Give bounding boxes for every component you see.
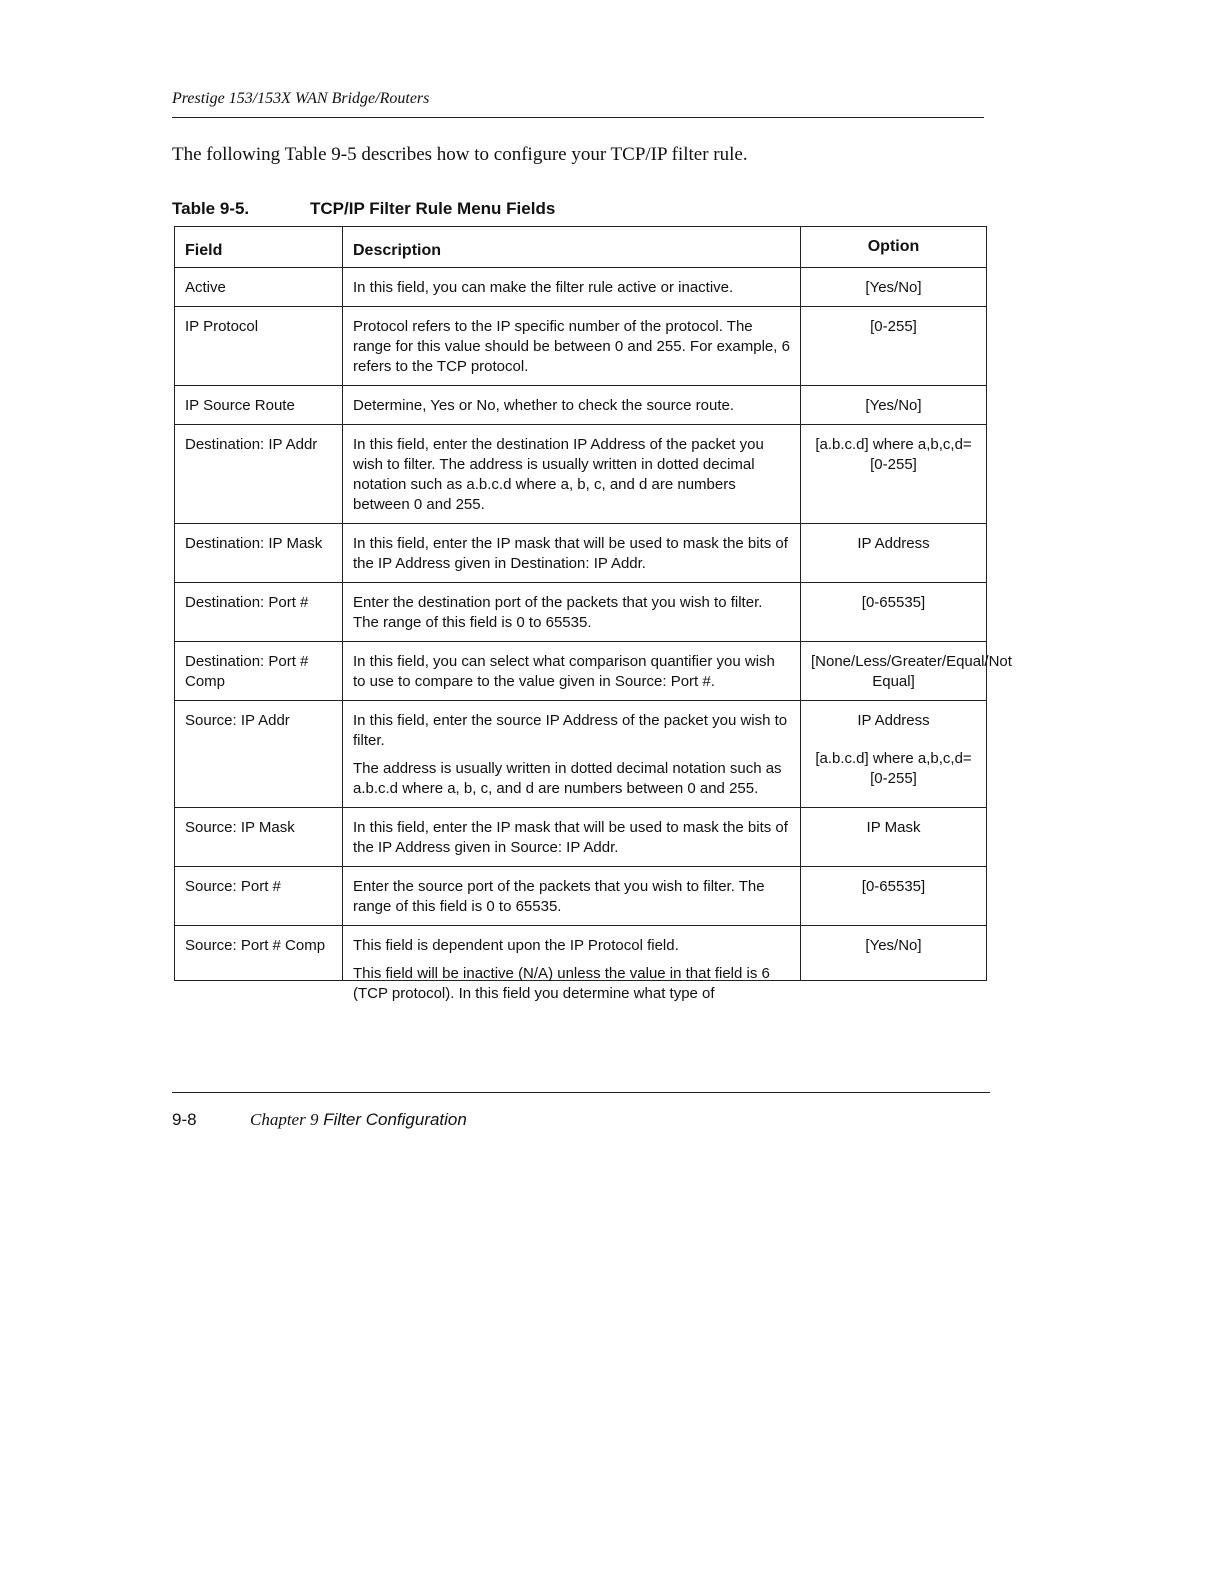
table-caption bbox=[172, 199, 555, 219]
description-cell bbox=[343, 701, 801, 808]
description-paragraph: In this field, you can make the filter rule active or inactive. bbox=[353, 279, 734, 296]
table-title: TCP/IP Filter Rule Menu Fields bbox=[310, 199, 556, 218]
field-cell: Destination: IP Addr bbox=[175, 425, 343, 524]
running-header: Prestige 153/153X WAN Bridge/Routers bbox=[172, 90, 430, 107]
option-value: [0-65535] bbox=[861, 594, 926, 611]
footer-rule bbox=[172, 1092, 990, 1093]
option-value: [0-65535] bbox=[861, 878, 926, 895]
table-row bbox=[175, 425, 987, 524]
option-value: IP Address bbox=[857, 535, 930, 552]
description-paragraph: Enter the source port of the packets that you wish to filter. The range of this field is 0 to 65535. bbox=[353, 878, 765, 915]
table-header-row bbox=[175, 227, 987, 268]
field-cell: Source: IP Addr bbox=[175, 701, 343, 808]
option-cell bbox=[801, 307, 987, 386]
description-cell bbox=[343, 808, 801, 867]
chapter-title: Filter Configuration bbox=[323, 1110, 467, 1129]
option-cell bbox=[801, 642, 1012, 701]
option-value: [None/Less/Greater/Equal/Not Equal] bbox=[811, 653, 1012, 690]
option-value: [a.b.c.d] where a,b,c,d=[0-255] bbox=[815, 750, 972, 787]
description-cell bbox=[343, 425, 801, 524]
field-cell: Source: IP Mask bbox=[175, 808, 343, 867]
description-paragraph: In this field, enter the source IP Address of the packet you wish to filter. bbox=[353, 712, 788, 749]
table-number: Table 9-5. bbox=[172, 199, 250, 218]
option-value: IP Address bbox=[857, 712, 930, 729]
option-cell bbox=[801, 926, 987, 981]
field-cell: Source: Port # Comp bbox=[175, 926, 343, 981]
description-paragraph: In this field, you can select what comparison quantifier you wish to use to compare to the value given in Source: Port #. bbox=[353, 653, 775, 690]
option-cell bbox=[801, 701, 987, 808]
description-paragraph: Determine, Yes or No, whether to check the source route. bbox=[353, 397, 735, 414]
field-cell: IP Protocol bbox=[175, 307, 343, 386]
field-cell: Destination: Port # bbox=[175, 583, 343, 642]
field-cell: IP Source Route bbox=[175, 386, 343, 425]
table-row bbox=[175, 926, 987, 981]
column-header-description: Description bbox=[343, 227, 801, 268]
description-cell bbox=[343, 867, 801, 926]
intro-paragraph: The following Table 9-5 describes how to configure your TCP/IP filter rule. bbox=[172, 144, 748, 165]
table-row bbox=[175, 268, 987, 307]
table-row bbox=[175, 524, 987, 583]
table-body bbox=[175, 268, 1012, 1002]
column-header-option: Option bbox=[801, 227, 987, 268]
filter-rule-fields-table bbox=[174, 226, 1012, 1002]
option-cell bbox=[801, 268, 987, 307]
option-value: [Yes/No] bbox=[865, 279, 922, 296]
description-cell bbox=[343, 583, 801, 642]
description-paragraph: Protocol refers to the IP specific number of the protocol. The range for this value should be between 0 and 255. For example, 6 refers to the TCP protocol. bbox=[353, 318, 790, 375]
option-cell bbox=[801, 425, 987, 524]
page-number: 9-8 bbox=[172, 1110, 197, 1129]
description-paragraph: This field will be inactive (N/A) unless the value in that field is 6 (TCP protocol). In this field you determine what type of bbox=[353, 965, 770, 1002]
option-value: IP Mask bbox=[866, 819, 921, 836]
description-paragraph: In this field, enter the destination IP Address of the packet you wish to filter. The address is usually written in dotted decimal notation such as a.b.c.d where a, b, c, and d are numbers between 0 and 255. bbox=[353, 436, 764, 513]
option-value: [Yes/No] bbox=[865, 397, 922, 414]
table-row bbox=[175, 583, 987, 642]
description-cell bbox=[343, 642, 801, 701]
description-paragraph: Enter the destination port of the packets that you wish to filter. The range of this field is 0 to 65535. bbox=[353, 594, 763, 631]
description-cell bbox=[343, 307, 801, 386]
header-rule bbox=[172, 117, 984, 118]
option-cell bbox=[801, 386, 987, 425]
table-row bbox=[175, 701, 987, 808]
description-cell bbox=[343, 926, 801, 1002]
table-row bbox=[175, 642, 987, 701]
table-row bbox=[175, 867, 987, 926]
page-footer bbox=[172, 1110, 467, 1130]
table-row bbox=[175, 386, 987, 425]
description-paragraph: The address is usually written in dotted decimal notation such as a.b.c.d where a, b, c, and d are numbers between 0 and 255. bbox=[353, 760, 782, 797]
table-row bbox=[175, 808, 987, 867]
description-cell bbox=[343, 386, 801, 425]
chapter-label: Chapter 9 bbox=[250, 1110, 319, 1129]
description-paragraph: In this field, enter the IP mask that will be used to mask the bits of the IP Address given in Destination: IP Addr. bbox=[353, 535, 788, 572]
table-row bbox=[175, 307, 987, 386]
description-cell bbox=[343, 268, 801, 307]
description-paragraph: In this field, enter the IP mask that will be used to mask the bits of the IP Address given in Source: IP Addr. bbox=[353, 819, 788, 856]
option-cell bbox=[801, 867, 987, 926]
option-cell bbox=[801, 583, 987, 642]
description-paragraph: This field is dependent upon the IP Protocol field. bbox=[353, 937, 679, 954]
field-cell: Source: Port # bbox=[175, 867, 343, 926]
option-cell bbox=[801, 524, 987, 583]
option-value: [Yes/No] bbox=[865, 937, 922, 954]
field-cell: Destination: Port # Comp bbox=[175, 642, 343, 701]
option-value: [a.b.c.d] where a,b,c,d=[0-255] bbox=[815, 436, 972, 473]
field-cell: Destination: IP Mask bbox=[175, 524, 343, 583]
description-cell bbox=[343, 524, 801, 583]
option-value: [0-255] bbox=[870, 318, 917, 335]
option-spacer bbox=[811, 731, 976, 749]
column-header-field: Field bbox=[175, 227, 343, 268]
field-cell: Active bbox=[175, 268, 343, 307]
option-cell bbox=[801, 808, 987, 867]
